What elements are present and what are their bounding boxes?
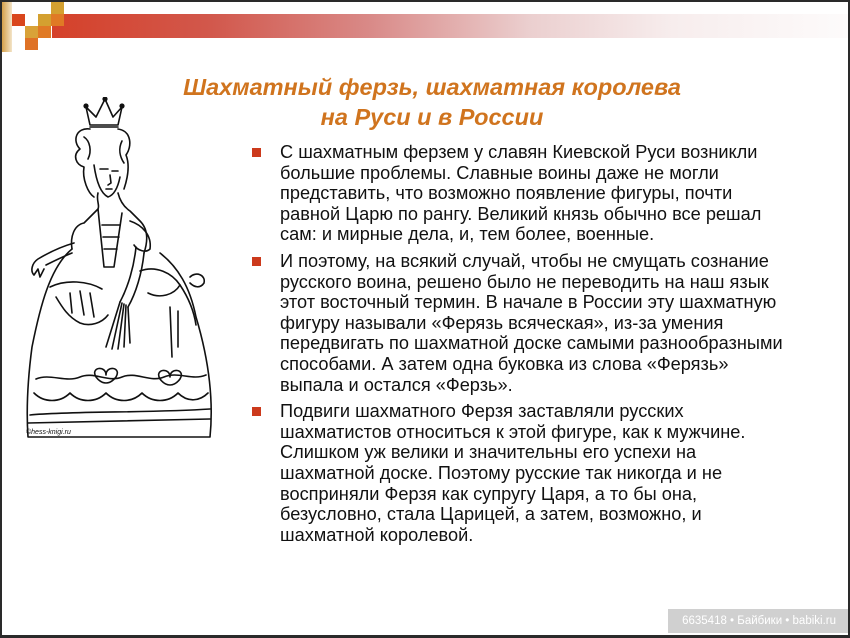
bullet-item-1 (250, 142, 790, 245)
slide (2, 2, 848, 635)
bullet-text: Подвиги шахматного Ферзя заставляли русских шахматистов относиться к этой фигуре, как к мужчине. Слишком уж велики и значительны его успехи на шахматной доске. Поэтому русские так никогда и не восприняли Ферзя как супругу Царя, а то бы она, безусловно, стала Царицей, а затем, возможно, и шахматной королевой. (280, 401, 746, 545)
bullet-square-icon (252, 407, 261, 416)
bullet-text: И поэтому, на всякий случай, чтобы не смущать сознание русского воина, решено было не переводить на наш язык этот восточный термин. В начале в России эту шахматную фигуру называли «Ферязь всяческая», из-за умения передвигать по шахматной доске самыми разнообразными способами. А затем одна буковка из слова «Ферязь» выпала и остался «Ферзь». (280, 250, 783, 395)
bullet-list (250, 142, 790, 551)
header-gradient-bar (52, 14, 848, 38)
title-line-2: на Руси и в России (320, 104, 544, 130)
bullet-square-icon (252, 257, 261, 266)
title-line-1: Шахматный ферзь, шахматная королева (183, 74, 681, 100)
queen-illustration-icon (10, 97, 242, 452)
bullet-square-icon (252, 148, 261, 157)
svg-text:©hess-knigi.ru: ©hess-knigi.ru (26, 429, 71, 436)
header-fade-decoration (2, 2, 12, 52)
bullet-item-2 (250, 251, 790, 395)
bullet-item-3 (250, 401, 790, 545)
watermark: 6635418 • Байбики • babiki.ru (668, 609, 848, 633)
bullet-text: С шахматным ферзем у славян Киевской Руси возникли большие проблемы. Славные воины даже не могли представить, что возможно появление фигуры, почти равной Царю по рангу. Великий князь обычно все решал сам: и мирные дела, и, тем более, военные. (280, 142, 762, 245)
